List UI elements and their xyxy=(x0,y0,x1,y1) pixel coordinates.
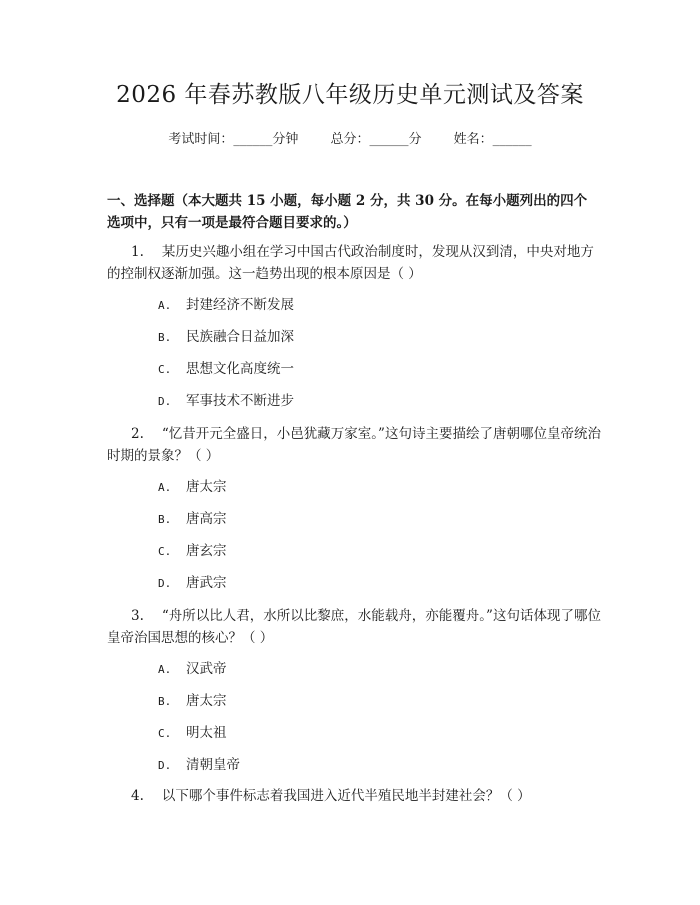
question-text: “忆昔开元全盛日，小邑犹藏万家室。”这句诗主要描绘了唐朝哪位皇帝统治时期的景象？（ ） xyxy=(107,426,601,464)
student-name-field: 姓名：______ xyxy=(453,132,532,147)
option-letter: B. xyxy=(158,513,172,526)
option-text: 唐高宗 xyxy=(186,511,227,527)
option-text: 民族融合日益加深 xyxy=(186,329,294,345)
question-1 xyxy=(107,241,603,285)
option-letter: A. xyxy=(158,663,172,676)
option-letter: D. xyxy=(158,577,172,590)
option-3c xyxy=(158,723,227,744)
option-letter: A. xyxy=(158,299,172,312)
question-2 xyxy=(107,423,603,467)
option-text: 思想文化高度统一 xyxy=(186,361,294,377)
option-letter: B. xyxy=(158,331,172,344)
question-3 xyxy=(107,605,603,649)
question-number: 2. xyxy=(131,426,144,442)
option-text: 明太祖 xyxy=(186,725,227,741)
option-3a xyxy=(158,659,227,680)
question-number: 3. xyxy=(131,608,144,624)
total-score-field: 总分：______分 xyxy=(330,132,422,147)
option-text: 汉武帝 xyxy=(186,661,227,677)
option-3b xyxy=(158,691,227,712)
option-1b xyxy=(158,327,294,348)
option-1d xyxy=(158,391,294,412)
option-letter: B. xyxy=(158,695,172,708)
exam-meta xyxy=(0,130,700,150)
page-title: 2026 年春苏教版八年级历史单元测试及答案 xyxy=(116,82,584,108)
option-text: 封建经济不断发展 xyxy=(186,297,294,313)
option-text: 唐武宗 xyxy=(186,575,227,591)
exam-time-field: 考试时间：______分钟 xyxy=(168,132,299,147)
question-number: 4. xyxy=(131,788,144,804)
option-text: 军事技术不断进步 xyxy=(186,393,294,409)
option-text: 唐太宗 xyxy=(186,693,227,709)
question-text: 某历史兴趣小组在学习中国古代政治制度时，发现从汉到清，中央对地方的控制权逐渐加强。这一趋势出现的根本原因是（ ） xyxy=(107,244,594,282)
option-text: 唐玄宗 xyxy=(186,543,227,559)
question-text: 以下哪个事件标志着我国进入近代半殖民地半封建社会？（ ） xyxy=(161,788,531,804)
option-text: 清朝皇帝 xyxy=(186,757,240,773)
question-4 xyxy=(107,785,603,807)
option-letter: C. xyxy=(158,727,172,740)
option-letter: A. xyxy=(158,481,172,494)
question-text: “舟所以比人君，水所以比黎庶，水能载舟，亦能覆舟。”这句话体现了哪位皇帝治国思想的核心？（ ） xyxy=(107,608,601,646)
section-heading: 一、选择题（本大题共 15 小题，每小题 2 分，共 30 分。在每小题列出的四个选项中，只有一项是最符合题目要求的。） xyxy=(107,193,588,231)
option-text: 唐太宗 xyxy=(186,479,227,495)
option-letter: C. xyxy=(158,545,172,558)
option-3d xyxy=(158,755,240,776)
option-letter: C. xyxy=(158,363,172,376)
option-2c xyxy=(158,541,227,562)
option-1a xyxy=(158,295,294,316)
option-1c xyxy=(158,359,294,380)
option-letter: D. xyxy=(158,759,172,772)
question-number: 1. xyxy=(131,244,144,260)
option-2a xyxy=(158,477,227,498)
option-2d xyxy=(158,573,227,594)
option-2b xyxy=(158,509,227,530)
option-letter: D. xyxy=(158,395,172,408)
